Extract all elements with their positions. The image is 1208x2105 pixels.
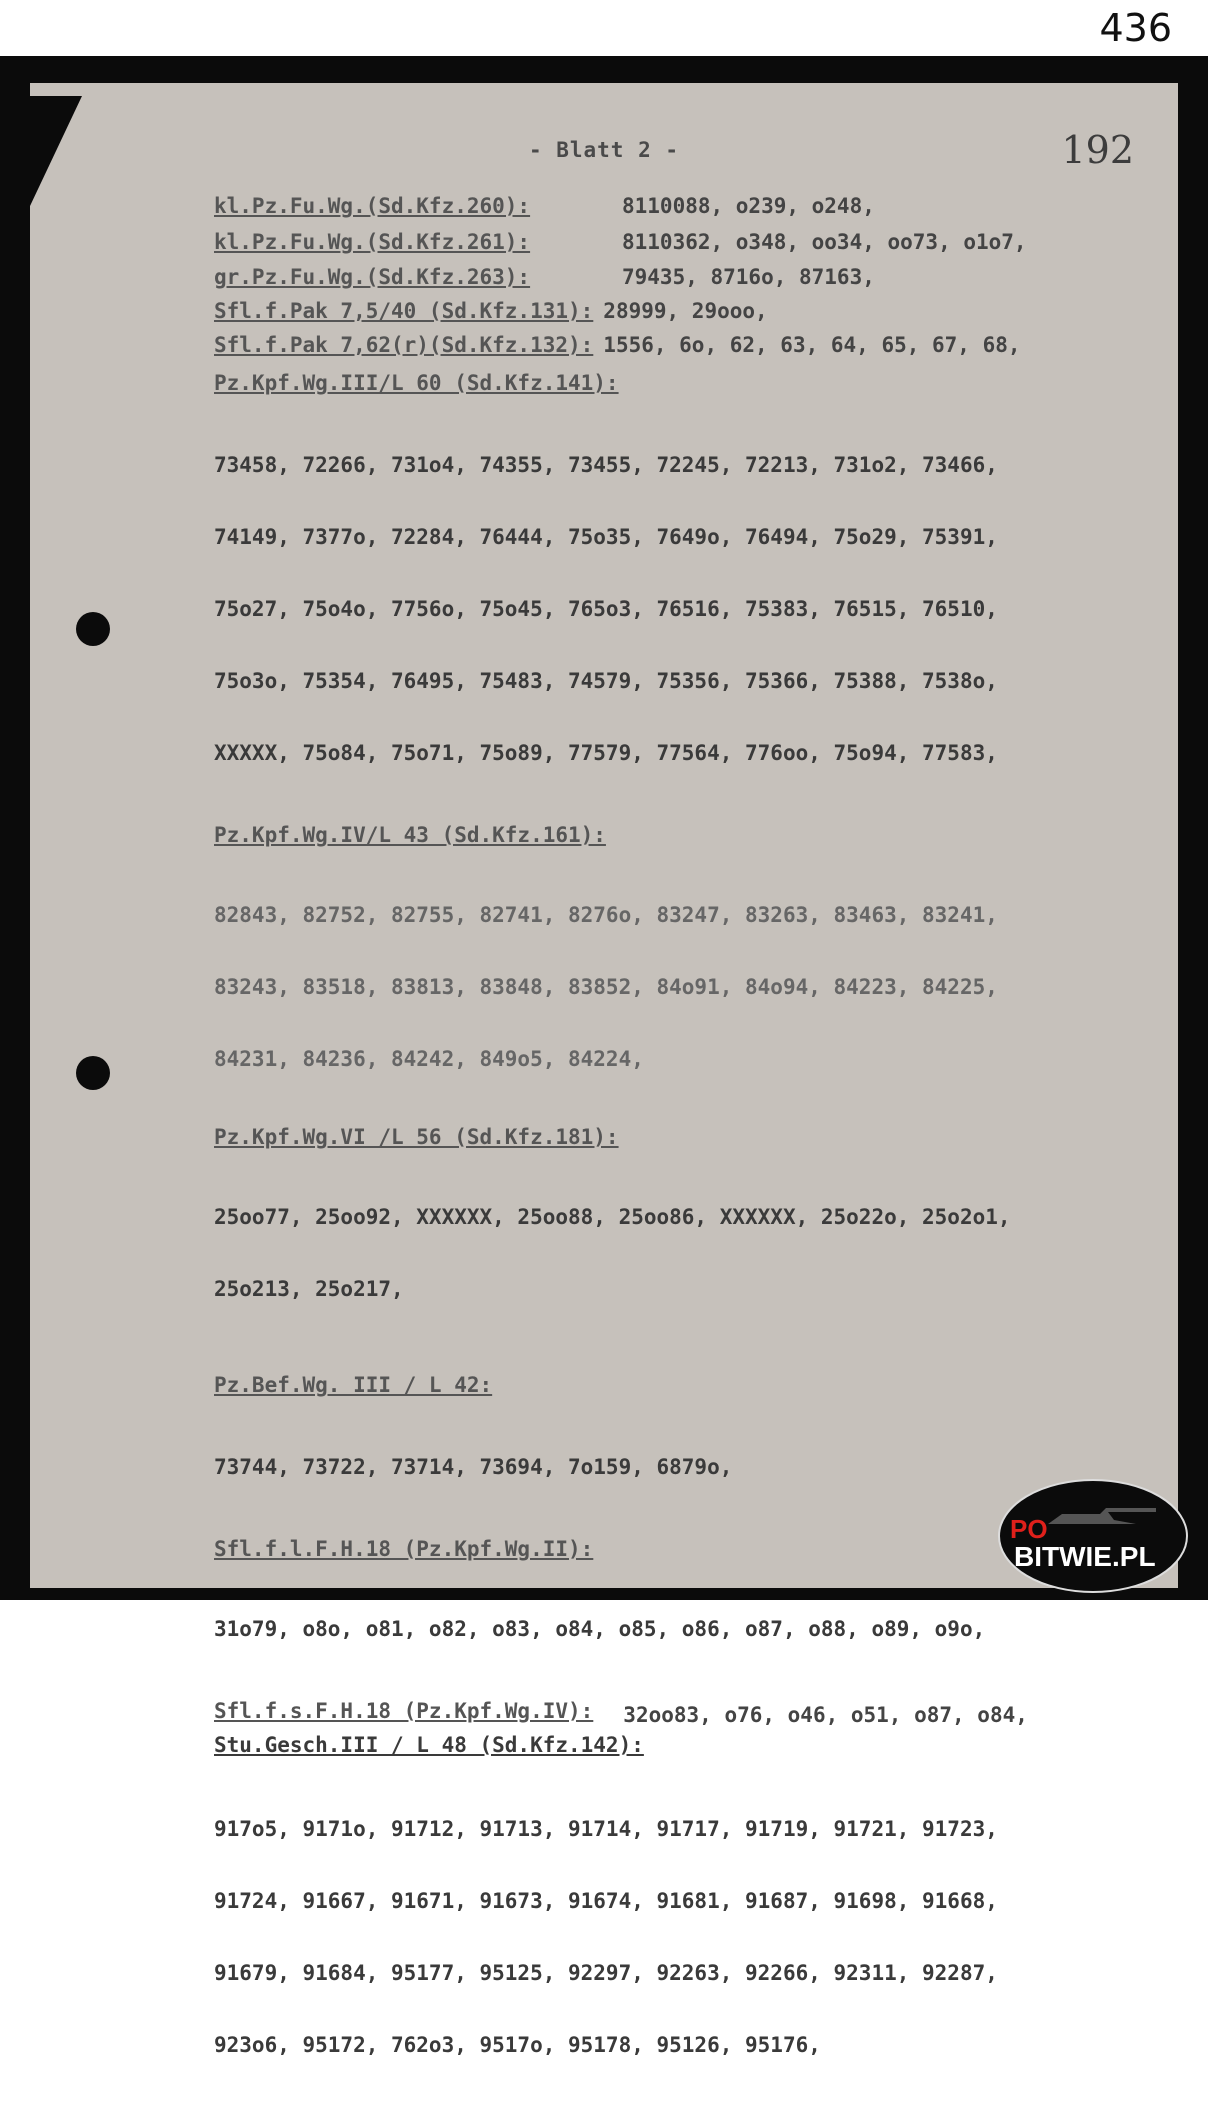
entry-label: kl.Pz.Fu.Wg.(Sd.Kfz.261): [214,230,531,254]
serial-line: 73744, 73722, 73714, 73694, 7o159, 6879o, [214,1455,733,1479]
serial-line: 923o6, 95172, 762o3, 9517o, 95178, 95126, 95176, [214,2033,821,2057]
section-title: Sfl.f.l.F.H.18 (Pz.Kpf.Wg.II): [214,1537,594,1561]
entry-label: Sfl.f.Pak 7,62(r)(Sd.Kfz.132): [214,333,594,357]
entry-row [214,333,1124,369]
section-lines [214,1157,1124,1349]
entry-numbers: 1556, 6o, 62, 63, 64, 65, 67, 68, [603,333,1021,357]
section-title: Pz.Kpf.Wg.IV/L 43 (Sd.Kfz.161): [214,823,606,847]
section-title: Pz.Kpf.Wg.III/L 60 (Sd.Kfz.141): [214,371,619,395]
section-title: Pz.Bef.Wg. III / L 42: [214,1373,493,1397]
section-lines [214,1769,1124,2105]
serial-line: 25o213, 25o217, [214,1277,404,1301]
punch-hole-top [76,612,110,646]
logo-text-bitwie: BITWIE.PL [1014,1541,1156,1572]
serial-line: 91679, 91684, 95177, 95125, 92297, 92263, 92266, 92311, 92287, [214,1961,998,1985]
entry-numbers: 8110362, o348, oo34, oo73, o1o7, [622,230,1027,254]
serial-line: 75o27, 75o4o, 7756o, 75o45, 765o3, 76516, 75383, 76515, 76510, [214,597,998,621]
section-inline-numbers: 32oo83, o76, o46, o51, o87, o84, [623,1703,1028,1727]
blatt-header: - Blatt 2 - [528,138,680,162]
serial-line: 917o5, 9171o, 91712, 91713, 91714, 91717, 91719, 91721, 91723, [214,1817,998,1841]
section-lines [214,1569,1124,1689]
serial-line: 73458, 72266, 731o4, 74355, 73455, 72245, 72213, 731o2, 73466, [214,453,998,477]
entry-row [214,230,1124,265]
folio-number: 192 [1061,128,1134,172]
page-number: 436 [1099,6,1172,50]
entry-numbers: 8110088, o239, o248, [622,194,875,218]
pobitwie-logo [996,1476,1190,1594]
serial-line: 91724, 91667, 91671, 91673, 91674, 91681, 91687, 91698, 91668, [214,1889,998,1913]
serial-line: 74149, 7377o, 72284, 76444, 75o35, 7649o, 76494, 75o29, 75391, [214,525,998,549]
serial-line: 83243, 83518, 83813, 83848, 83852, 84o91, 84o94, 84223, 84225, [214,975,998,999]
section-title: Stu.Gesch.III / L 48 (Sd.Kfz.142): [214,1733,644,1757]
serial-line: 82843, 82752, 82755, 82741, 8276o, 83247, 83263, 83463, 83241, [214,903,998,927]
entry-row [214,299,1124,333]
section-row [214,1699,1124,1733]
entry-label: kl.Pz.Fu.Wg.(Sd.Kfz.260): [214,194,531,218]
section-lines [214,1407,1124,1527]
punch-hole-bottom [76,1056,110,1090]
section-lines [214,405,1124,813]
entry-label: Sfl.f.Pak 7,5/40 (Sd.Kfz.131): [214,299,594,323]
section-lines [214,855,1124,1119]
section-title: Sfl.f.s.F.H.18 (Pz.Kpf.Wg.IV): [214,1699,594,1723]
entry-numbers: 28999, 29ooo, [603,299,768,323]
entry-numbers: 79435, 8716o, 87163, [622,265,875,289]
serial-line: XXXXX, 75o84, 75o71, 75o89, 77579, 77564, 776oo, 75o94, 77583, [214,741,998,765]
entry-row [214,194,1124,230]
serial-line: 84231, 84236, 84242, 849o5, 84224, [214,1047,644,1071]
serial-line: 25oo77, 25oo92, XXXXXX, 25oo88, 25oo86, XXXXXX, 25o22o, 25o2o1, [214,1205,1011,1229]
entry-label: gr.Pz.Fu.Wg.(Sd.Kfz.263): [214,265,531,289]
entry-row [214,265,1124,299]
serial-line: 31o79, o8o, o81, o82, o83, o84, o85, o86, o87, o88, o89, o9o, [214,1617,986,1641]
section-title: Pz.Kpf.Wg.VI /L 56 (Sd.Kfz.181): [214,1125,619,1149]
logo-text-po: PO [1010,1514,1048,1544]
serial-line: 75o3o, 75354, 76495, 75483, 74579, 75356, 75366, 75388, 7538o, [214,669,998,693]
document-body [214,194,1124,2105]
